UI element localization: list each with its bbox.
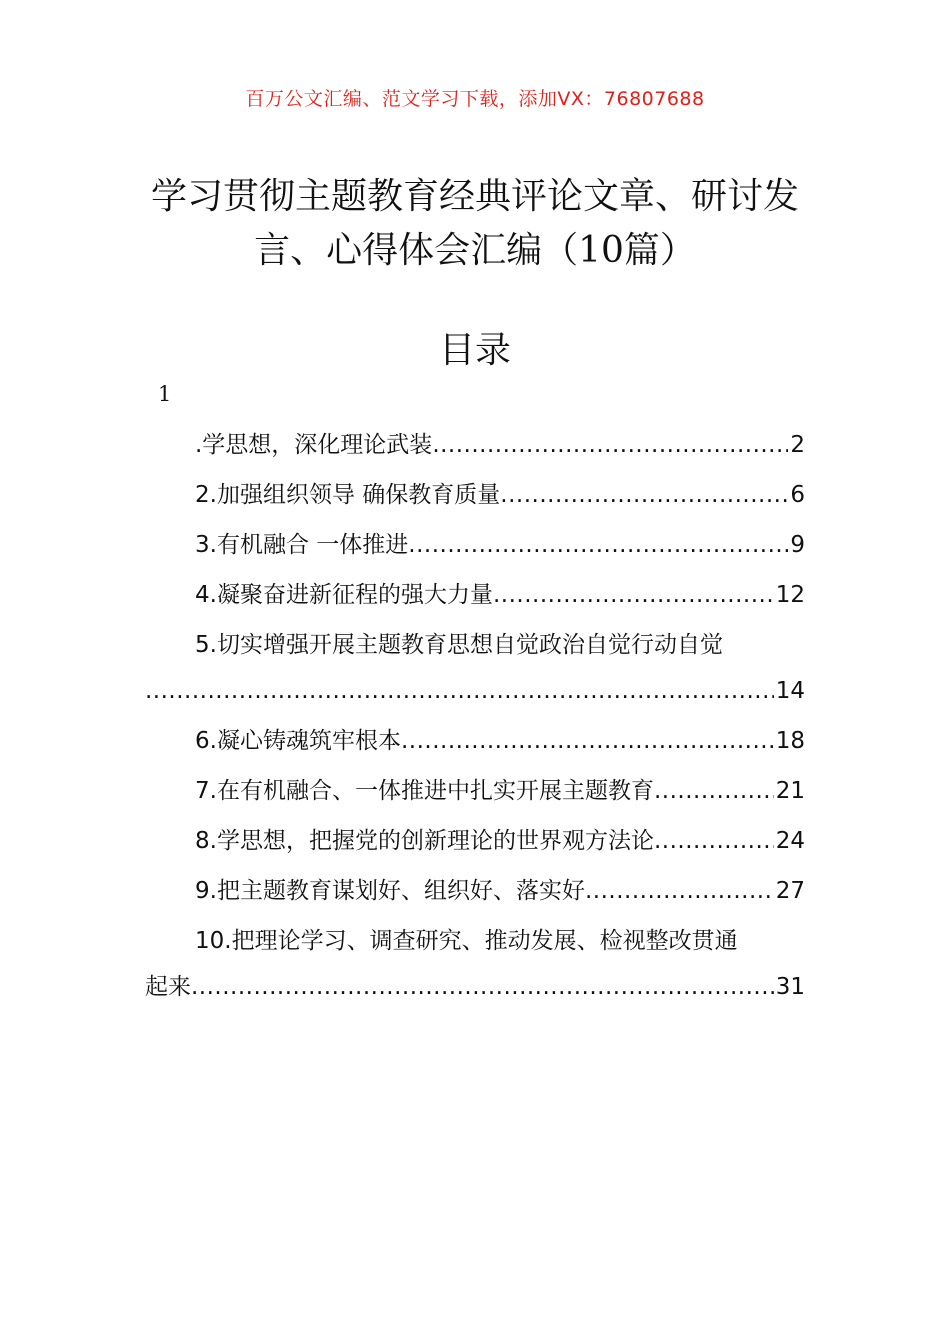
toc-entry-label: 3.有机融合 一体推进 [195,532,409,558]
toc-entry-label: 7.在有机融合、一体推进中扎实开展主题教育 [195,778,654,804]
toc-entry[interactable] [145,572,805,618]
toc-entry-label: 10.把理论学习、调查研究、推动发展、检视整改贯通 [195,928,738,954]
title-line-1: 学习贯彻主题教育经典评论文章、研讨发 [150,176,799,217]
toc-leader-dots [500,472,788,518]
title-line-2-suffix: 篇） [623,230,696,271]
toc-leader-dots [654,818,774,864]
toc-leader-dots [493,572,774,618]
toc-heading: 目录 [438,330,511,371]
toc-entry[interactable] [145,918,805,1010]
stray-number: 1 [158,382,172,406]
toc-entry[interactable] [145,622,805,714]
toc-entry-label: 8.学思想，把握党的创新理论的世界观方法论 [195,828,654,854]
toc-entry-page: 14 [775,678,805,704]
toc-entry-page: 27 [775,878,805,904]
toc-entry[interactable] [145,422,805,468]
toc-entry-label: 4.凝聚奋进新征程的强大力量 [195,582,493,608]
toc-entry[interactable] [145,768,805,814]
table-of-contents [145,422,805,1014]
toc-entry-page: 6 [790,482,805,508]
toc-entry[interactable] [145,522,805,568]
toc-leader-dots [145,668,774,714]
title-line-2-prefix: 言、心得体会汇编（ [254,230,579,271]
header-banner: 百万公文汇编、范文学习下载，添加VX：76807688 [245,88,705,110]
toc-entry-label-continued: 起来 [145,974,191,1000]
toc-entry-page: 31 [775,974,805,1000]
toc-entry[interactable] [145,718,805,764]
toc-entry-label: 9.把主题教育谋划好、组织好、落实好 [195,878,585,904]
toc-entry-page: 18 [775,728,805,754]
toc-leader-dots [432,422,788,468]
toc-entry-page: 24 [775,828,805,854]
title-line-2 [140,224,810,278]
toc-leader-dots [401,718,774,764]
toc-entry-page: 2 [790,432,805,458]
toc-leader-dots [408,522,788,568]
document-title [140,170,810,278]
toc-leader-dots [585,868,774,914]
toc-entry-label: 5.切实增强开展主题教育思想自觉政治自觉行动自觉 [195,632,723,658]
toc-entry[interactable] [145,818,805,864]
toc-entry-label: 2.加强组织领导 确保教育质量 [195,482,501,508]
toc-entry[interactable] [145,472,805,518]
toc-entry-label: .学思想，深化理论武装 [195,432,433,458]
toc-entry-page: 12 [775,582,805,608]
toc-leader-dots [191,964,774,1010]
toc-entry-label: 6.凝心铸魂筑牢根本 [195,728,401,754]
toc-entry-page: 21 [775,778,805,804]
title-count: 10 [578,230,624,271]
toc-entry-page: 9 [790,532,805,558]
toc-entry[interactable] [145,868,805,914]
toc-leader-dots [654,768,774,814]
